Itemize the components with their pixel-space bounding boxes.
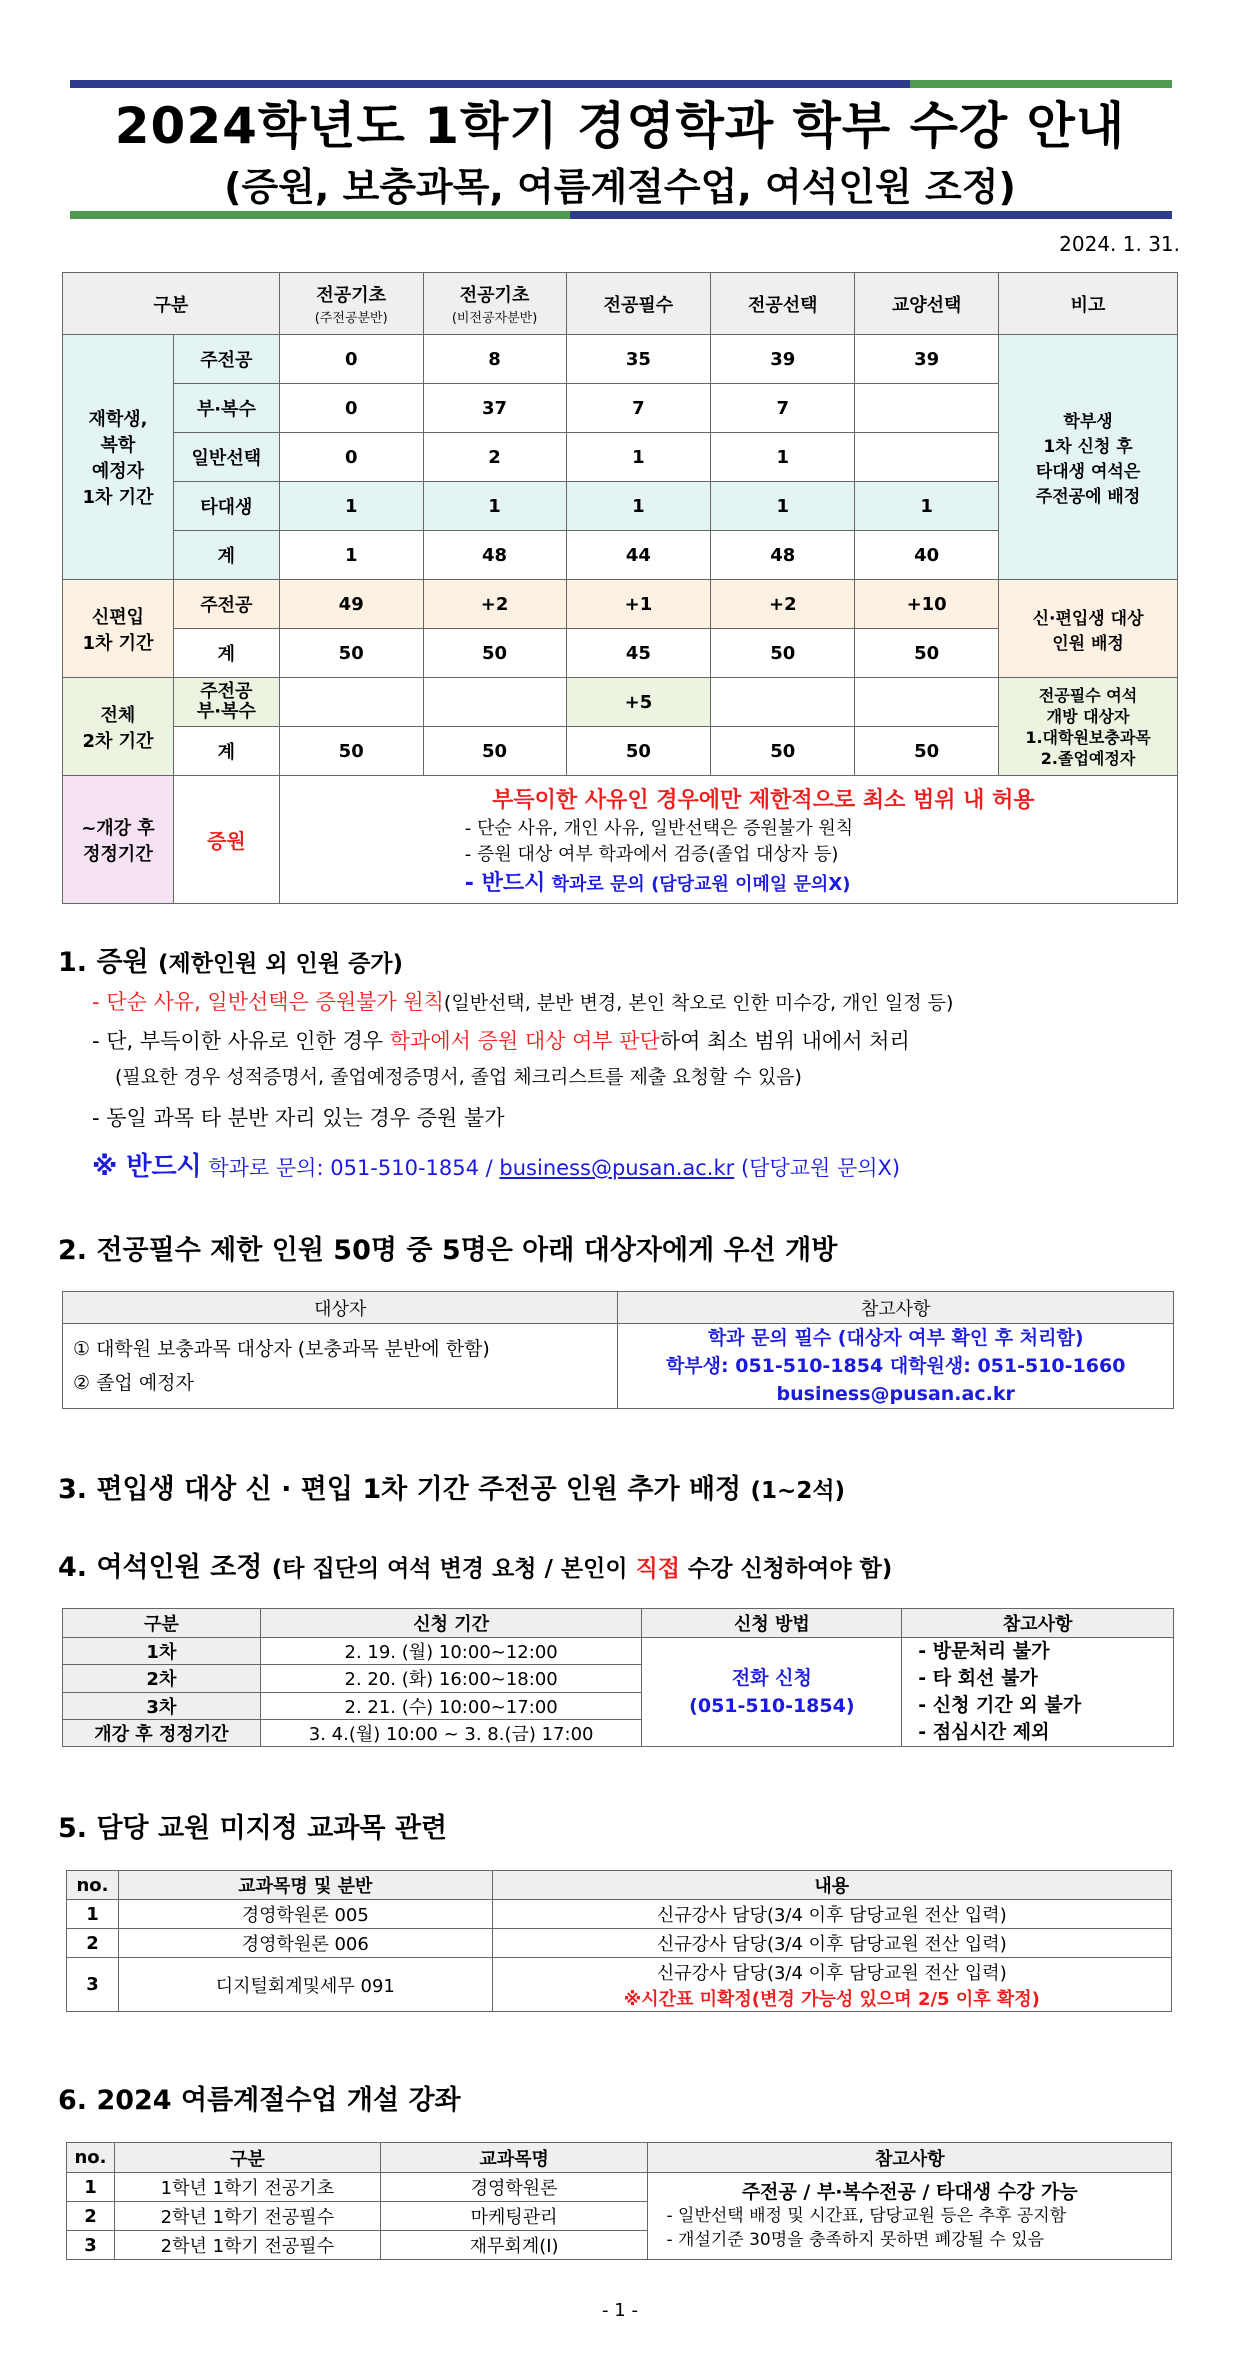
section4-heading: 4. 여석인원 조정 (타 집단의 여석 변경 요청 / 본인이 직접 수강 신청하여야 함) — [58, 1552, 893, 1583]
group1-note: 학부생 1차 신청 후 타대생 여석은 주전공에 배정 — [999, 335, 1178, 580]
cell: +2 — [423, 580, 566, 629]
group2-note: 신·편입생 대상 인원 배정 — [999, 580, 1178, 678]
cell: 40 — [855, 531, 999, 580]
cell — [855, 678, 999, 727]
row-type: 2학년 1학기 전공필수 — [114, 2202, 380, 2231]
header-no: no. — [67, 1871, 119, 1900]
row-label: 계 — [173, 629, 279, 678]
header-no: no. — [67, 2143, 115, 2173]
cell: 1 — [423, 482, 566, 531]
cell: 44 — [566, 531, 711, 580]
group3-note: 전공필수 여석 개방 대상자 1.대학원보충과목 2.졸업예정자 — [999, 678, 1178, 776]
s1-bullet2: - 단, 부득이한 사유로 인한 경우 학과에서 증원 대상 여부 판단하여 최소 범위 내에서 처리 — [92, 1029, 910, 1053]
method-label: 전화 신청 — [731, 1667, 812, 1689]
header-content: 내용 — [492, 1871, 1171, 1900]
row-course: 경영학원론 005 — [118, 1900, 492, 1929]
cell — [423, 678, 566, 727]
header-period: 신청 기간 — [260, 1609, 642, 1638]
header-course: 교과목명 및 분반 — [118, 1871, 492, 1900]
header-major-elective: 전공선택 — [711, 273, 855, 335]
cell: 48 — [711, 531, 855, 580]
cell: 0 — [279, 433, 423, 482]
row-label: 계 — [173, 727, 279, 776]
row-content: 신규강사 담당(3/4 이후 담당교원 전산 입력) — [492, 1929, 1171, 1958]
header-notes: 참고사항 — [902, 1609, 1174, 1638]
header-major-basic-main: 전공기초 (주전공분반) — [279, 273, 423, 335]
row-label: 주전공 — [173, 580, 279, 629]
priority-open-table — [62, 1291, 1174, 1409]
row-no: 1 — [67, 2173, 115, 2202]
page-number: - 1 - — [602, 2300, 638, 2321]
method-phone[interactable]: (051-510-1854) — [689, 1695, 855, 1717]
round-label: 3차 — [63, 1692, 261, 1719]
cell: 35 — [566, 335, 711, 384]
round-label: 2차 — [63, 1665, 261, 1692]
group1-label: 재학생, 복학 예정자 1차 기간 — [63, 335, 174, 580]
content-line: 신규강사 담당(3/4 이후 담당교원 전산 입력) — [656, 1962, 1007, 1984]
header-major-basic-nonmajor: 전공기초 (비전공자분반) — [423, 273, 566, 335]
s1-contact: ※ 반드시 학과로 문의: 051-510-1854 / business@pusan.ac.kr (담당교원 문의X) — [92, 1152, 901, 1182]
group3-label: 전체 2차 기간 — [63, 678, 174, 776]
section5-heading: 5. 담당 교원 미지정 교과목 관련 — [58, 1813, 448, 1844]
note-line: - 타 회선 불가 — [918, 1667, 1038, 1689]
note-line: - 개설기준 30명을 충족하지 못하면 폐강될 수 있음 — [666, 2230, 1045, 2250]
row-no: 3 — [67, 2231, 115, 2260]
summer-course-table — [66, 2142, 1172, 2260]
note-line: 학과 문의 필수 (대상자 여부 확인 후 처리함) — [707, 1327, 1084, 1349]
row-content — [492, 1958, 1171, 2012]
note-line: - 일반선택 배정 및 시간표, 담당교원 등은 추후 공지함 — [666, 2206, 1067, 2226]
email-text[interactable]: business@pusan.ac.kr — [776, 1383, 1015, 1405]
row-no: 3 — [67, 1958, 119, 2012]
cell: 50 — [279, 629, 423, 678]
cell: 1 — [711, 433, 855, 482]
cell: 1 — [566, 482, 711, 531]
row-course: 디지털회계및세무 091 — [118, 1958, 492, 2012]
cell: 1 — [711, 482, 855, 531]
cell — [279, 678, 423, 727]
header-reference: 참고사항 — [648, 2143, 1172, 2173]
content-warning: ※시간표 미확정(변경 가능성 있으며 2/5 이후 확정) — [623, 1988, 1040, 2010]
apply-notes — [902, 1638, 1174, 1747]
cell: +5 — [566, 678, 711, 727]
cell: 49 — [279, 580, 423, 629]
note-line: - 점심시간 제외 — [918, 1721, 1050, 1743]
row-course: 재무회계(I) — [380, 2231, 648, 2260]
vacancy-adjustment-table — [62, 1608, 1174, 1747]
row-content: 신규강사 담당(3/4 이후 담당교원 전산 입력) — [492, 1900, 1171, 1929]
section3-heading: 3. 편입생 대상 신 · 편입 1차 기간 주전공 인원 추가 배정 (1~2석) — [58, 1474, 846, 1505]
cell: 1 — [279, 482, 423, 531]
cell: +2 — [711, 580, 855, 629]
cell: 8 — [423, 335, 566, 384]
header-type: 구분 — [114, 2143, 380, 2173]
row-label: 부·복수 — [173, 384, 279, 433]
cell: 7 — [711, 384, 855, 433]
note-bold: 주전공 / 부·복수전공 / 타대생 수강 가능 — [741, 2181, 1078, 2203]
header-target: 대상자 — [63, 1292, 618, 1324]
cell: 50 — [566, 727, 711, 776]
row-no: 2 — [67, 2202, 115, 2231]
cell: 0 — [279, 384, 423, 433]
header-category: 구분 — [63, 273, 280, 335]
row-label: 타대생 — [173, 482, 279, 531]
policy-line3: - 증원 대상 여부 학과에서 검증(졸업 대상자 등) — [464, 843, 839, 865]
bottom-green-bar — [70, 211, 570, 219]
bottom-blue-bar — [570, 211, 1172, 219]
section6-heading: 6. 2024 여름계절수업 개설 강좌 — [58, 2085, 461, 2116]
row-course: 경영학원론 — [380, 2173, 648, 2202]
cell: 50 — [711, 629, 855, 678]
row-label: 계 — [173, 531, 279, 580]
row-course: 마케팅관리 — [380, 2202, 648, 2231]
cell: 39 — [711, 335, 855, 384]
cell: 2 — [423, 433, 566, 482]
s1-bullet2-note: (필요한 경우 성적증명서, 졸업예정증명서, 졸업 체크리스트를 제출 요청할 수 있음) — [115, 1066, 802, 1088]
cell: 37 — [423, 384, 566, 433]
cell: 50 — [423, 727, 566, 776]
s1-bullet3: - 동일 과목 타 분반 자리 있는 경우 증원 불가 — [92, 1106, 505, 1130]
section1-heading: 1. 증원 (제한인원 외 인원 증가) — [58, 947, 404, 978]
group4-label: ~개강 후 정정기간 — [63, 776, 174, 904]
row-label: 주전공 — [173, 335, 279, 384]
cell: 1 — [566, 433, 711, 482]
page-title: 2024학년도 1학기 경영학과 학부 수강 안내 — [114, 97, 1126, 155]
header-reference: 참고사항 — [618, 1292, 1174, 1324]
cell: 1 — [855, 482, 999, 531]
cell — [855, 433, 999, 482]
row-type: 2학년 1학기 전공필수 — [114, 2231, 380, 2260]
target-list — [63, 1324, 618, 1409]
cell: 50 — [279, 727, 423, 776]
cell: +10 — [855, 580, 999, 629]
note-line: - 신청 기간 외 불가 — [918, 1694, 1082, 1716]
cell: 45 — [566, 629, 711, 678]
note-line: - 방문처리 불가 — [918, 1640, 1050, 1662]
increase-label: 증원 — [173, 776, 279, 904]
unassigned-course-table — [66, 1870, 1172, 2012]
header-method: 신청 방법 — [642, 1609, 902, 1638]
cell — [711, 678, 855, 727]
apply-method — [642, 1638, 902, 1747]
target-item: ① 대학원 보충과목 대상자 (보충과목 분반에 한함) — [73, 1338, 490, 1360]
header-major-required: 전공필수 — [566, 273, 711, 335]
cell: 0 — [279, 335, 423, 384]
cell: 7 — [566, 384, 711, 433]
header-liberal-elective: 교양선택 — [855, 273, 999, 335]
cell: 1 — [279, 531, 423, 580]
section2-heading: 2. 전공필수 제한 인원 50명 중 5명은 아래 대상자에게 우선 개방 — [58, 1235, 838, 1266]
policy-line4: - 반드시 학과로 문의 (담당교원 이메일 문의X) — [464, 870, 851, 896]
header-round: 구분 — [63, 1609, 261, 1638]
reference-notes — [618, 1324, 1174, 1409]
group2-label: 신편입 1차 기간 — [63, 580, 174, 678]
round-period: 2. 19. (월) 10:00~12:00 — [260, 1638, 642, 1665]
round-period: 2. 20. (화) 16:00~18:00 — [260, 1665, 642, 1692]
cell: 39 — [855, 335, 999, 384]
row-label: 일반선택 — [173, 433, 279, 482]
header-course: 교과목명 — [380, 2143, 648, 2173]
row-no: 1 — [67, 1900, 119, 1929]
cell: 48 — [423, 531, 566, 580]
page-subtitle: (증원, 보충과목, 여름계절수업, 여석인원 조정) — [224, 165, 1016, 209]
cell — [855, 384, 999, 433]
row-label: 주전공 부·복수 — [173, 678, 279, 727]
s1-bullet1: - 단순 사유, 일반선택은 증원불가 원칙(일반선택, 분반 변경, 본인 착오로 인한 미수강, 개인 일정 등) — [92, 990, 954, 1014]
header-note: 비고 — [999, 273, 1178, 335]
note-line: 학부생: 051-510-1854 대학원생: 051-510-1660 — [665, 1355, 1126, 1377]
cell: 50 — [423, 629, 566, 678]
target-item: ② 졸업 예정자 — [73, 1372, 194, 1394]
round-period: 2. 21. (수) 10:00~17:00 — [260, 1692, 642, 1719]
cell: +1 — [566, 580, 711, 629]
enrollment-quota-table — [62, 272, 1178, 904]
cell: 50 — [855, 629, 999, 678]
row-no: 2 — [67, 1929, 119, 1958]
increase-policy — [279, 776, 1177, 904]
round-label: 1차 — [63, 1638, 261, 1665]
row-type: 1학년 1학기 전공기초 — [114, 2173, 380, 2202]
row-course: 경영학원론 006 — [118, 1929, 492, 1958]
round-period: 3. 4.(월) 10:00 ~ 3. 8.(금) 17:00 — [260, 1719, 642, 1746]
policy-line2: - 단순 사유, 개인 사유, 일반선택은 증원불가 원칙 — [464, 817, 854, 839]
email-link[interactable]: business@pusan.ac.kr — [499, 1156, 735, 1180]
policy-line1: 부득이한 사유인 경우에만 제한적으로 최소 범위 내 허용 — [492, 787, 1035, 813]
cell: 50 — [855, 727, 999, 776]
document-date: 2024. 1. 31. — [1059, 232, 1180, 256]
round-label: 개강 후 정정기간 — [63, 1719, 261, 1746]
cell: 50 — [711, 727, 855, 776]
summer-notes — [648, 2173, 1172, 2260]
